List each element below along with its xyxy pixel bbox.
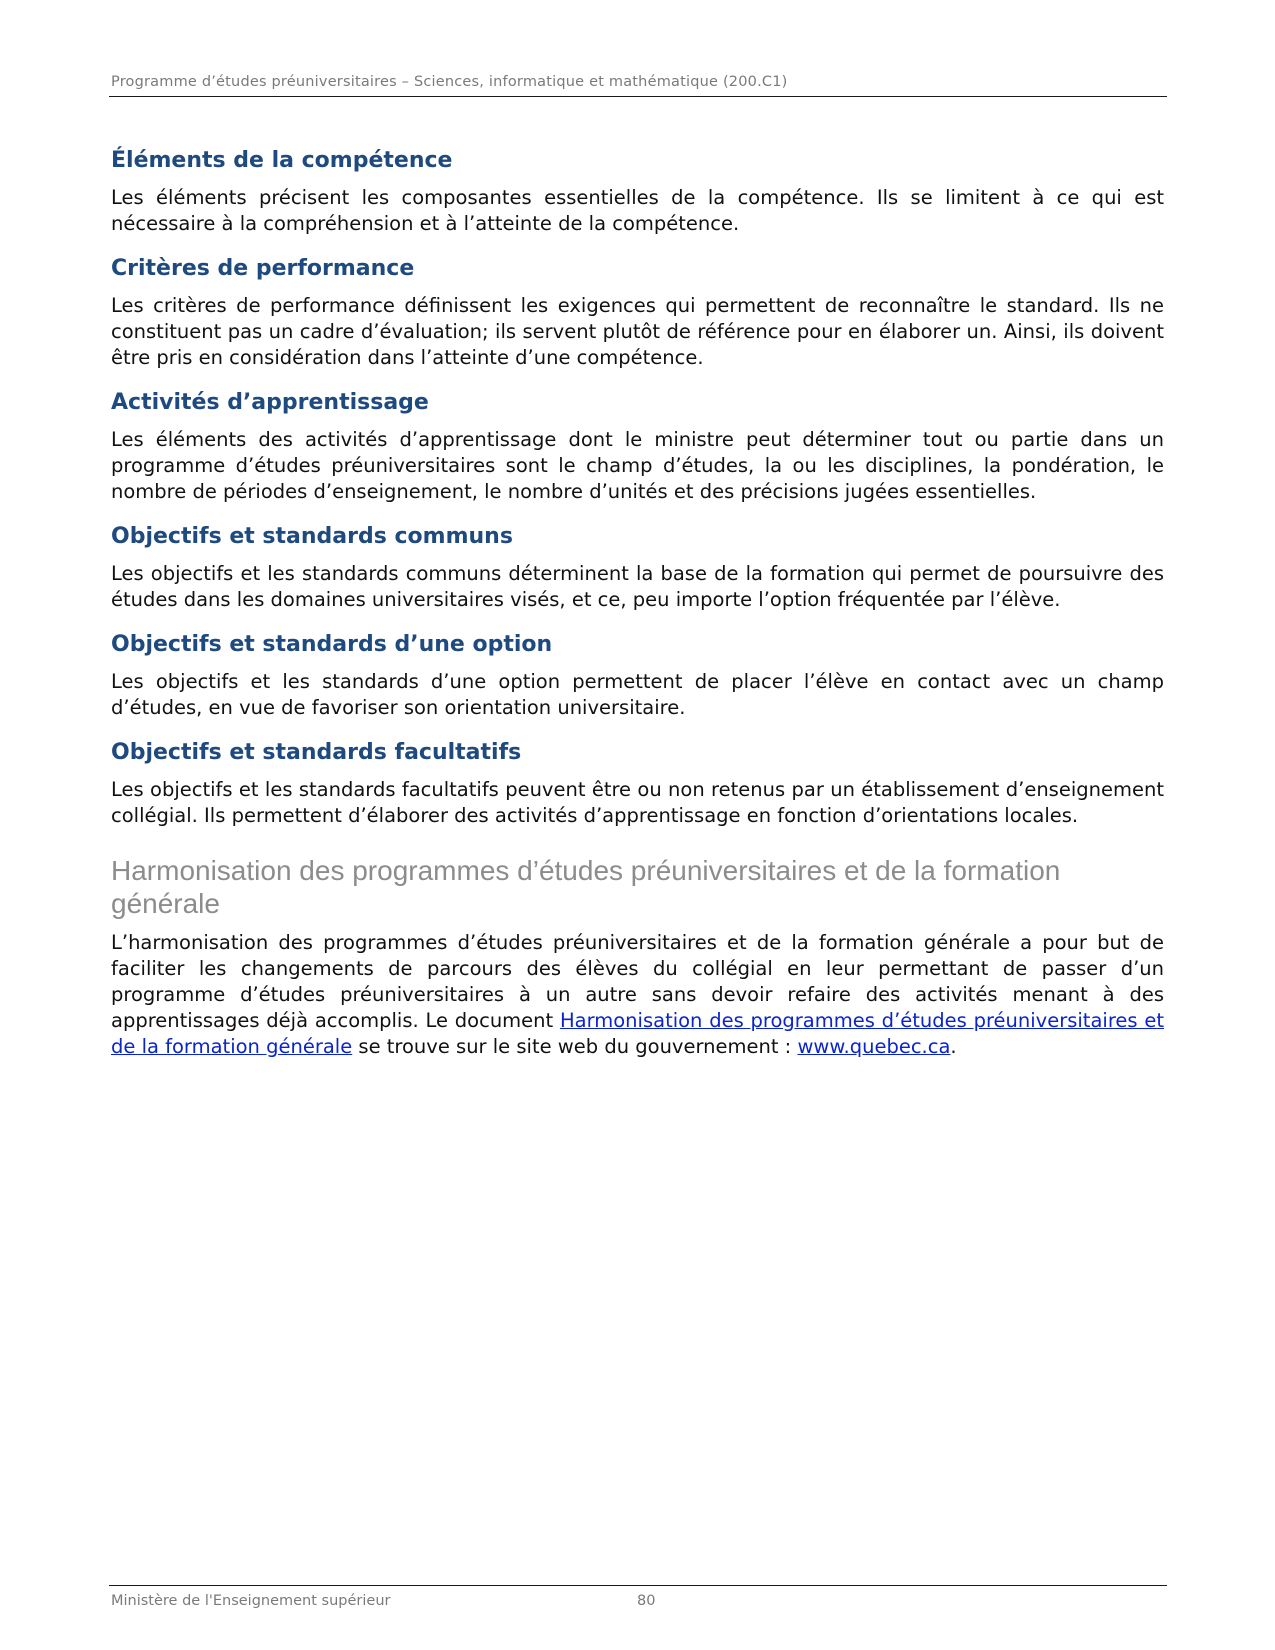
harmonisation-heading: Harmonisation des programmes d’études préuniversitaires et de la formation générale — [111, 855, 1061, 919]
harmonisation-document-link[interactable]: Harmonisation des programmes d’études préuniversitaires et de la formation générale — [111, 1009, 1164, 1058]
footer-ministry: Ministère de l'Enseignement supérieur — [111, 1593, 391, 1609]
page-footer — [109, 1585, 1167, 1609]
section-objectifs-facultatifs — [111, 738, 1164, 829]
section-body: Les objectifs et les standards communs déterminent la base de la formation qui permet de poursuivre des études dans les domaines universitaires visés, et ce, peu importe l’option fréquentée par l’élève. — [111, 562, 1164, 611]
harmonisation-body-end: . — [950, 1035, 957, 1058]
section-body: Les objectifs et les standards facultatifs peuvent être ou non retenus par un établissement d’enseignement collégial. Ils permettent d’élaborer des activités d’apprentissage en fonction d’orientations locales. — [111, 778, 1164, 827]
section-heading: Activités d’apprentissage — [111, 390, 429, 415]
quebec-website-link[interactable]: www.quebec.ca — [797, 1035, 951, 1058]
header-divider — [109, 96, 1167, 97]
section-objectifs-communs — [111, 522, 1164, 613]
running-header: Programme d’études préuniversitaires – Sciences, informatique et mathématique (200.C1) — [111, 74, 788, 90]
section-body: Les éléments précisent les composantes essentielles de la compétence. Ils se limitent à ce qui est nécessaire à la compréhension et à l’atteinte de la compétence. — [111, 186, 1164, 235]
section-heading: Objectifs et standards communs — [111, 524, 513, 549]
section-activites-apprentissage — [111, 388, 1164, 505]
section-criteres-performance — [111, 254, 1164, 371]
section-heading: Objectifs et standards d’une option — [111, 632, 553, 657]
harmonisation-body-intro: L’harmonisation des programmes d’études préuniversitaires et de la formation générale a pour but de faciliter les changements de parcours des élèves du collégial en leur permettant de passer d’un programme d’études préuniversitaires à un autre sans devoir refaire des activités menant à des apprentissages déjà accomplis. Le document — [111, 931, 1164, 1032]
section-heading: Objectifs et standards facultatifs — [111, 740, 522, 765]
harmonisation-body — [111, 930, 1164, 1060]
section-elements-competence — [111, 146, 1164, 237]
section-heading: Éléments de la compétence — [111, 148, 453, 173]
section-body: Les critères de performance définissent les exigences qui permettent de reconnaître le standard. Ils ne constituent pas un cadre d’évaluation; ils servent plutôt de référence pour en élaborer un. Ainsi, ils doivent être pris en considération dans l’atteinte d’une compétence. — [111, 294, 1164, 369]
section-body: Les objectifs et les standards d’une option permettent de placer l’élève en contact avec un champ d’études, en vue de favoriser son orientation universitaire. — [111, 670, 1164, 719]
section-body: Les éléments des activités d’apprentissage dont le ministre peut déterminer tout ou partie dans un programme d’études préuniversitaires sont le champ d’études, la ou les disciplines, la pondération, le nombre de périodes d’enseignement, le nombre d’unités et des précisions jugées essentielles. — [111, 428, 1164, 503]
harmonisation-body-middle: se trouve sur le site web du gouvernement : — [352, 1035, 798, 1058]
page-number: 80 — [637, 1593, 656, 1609]
document-content — [111, 146, 1164, 1060]
section-heading: Critères de performance — [111, 256, 415, 281]
section-objectifs-option — [111, 630, 1164, 721]
